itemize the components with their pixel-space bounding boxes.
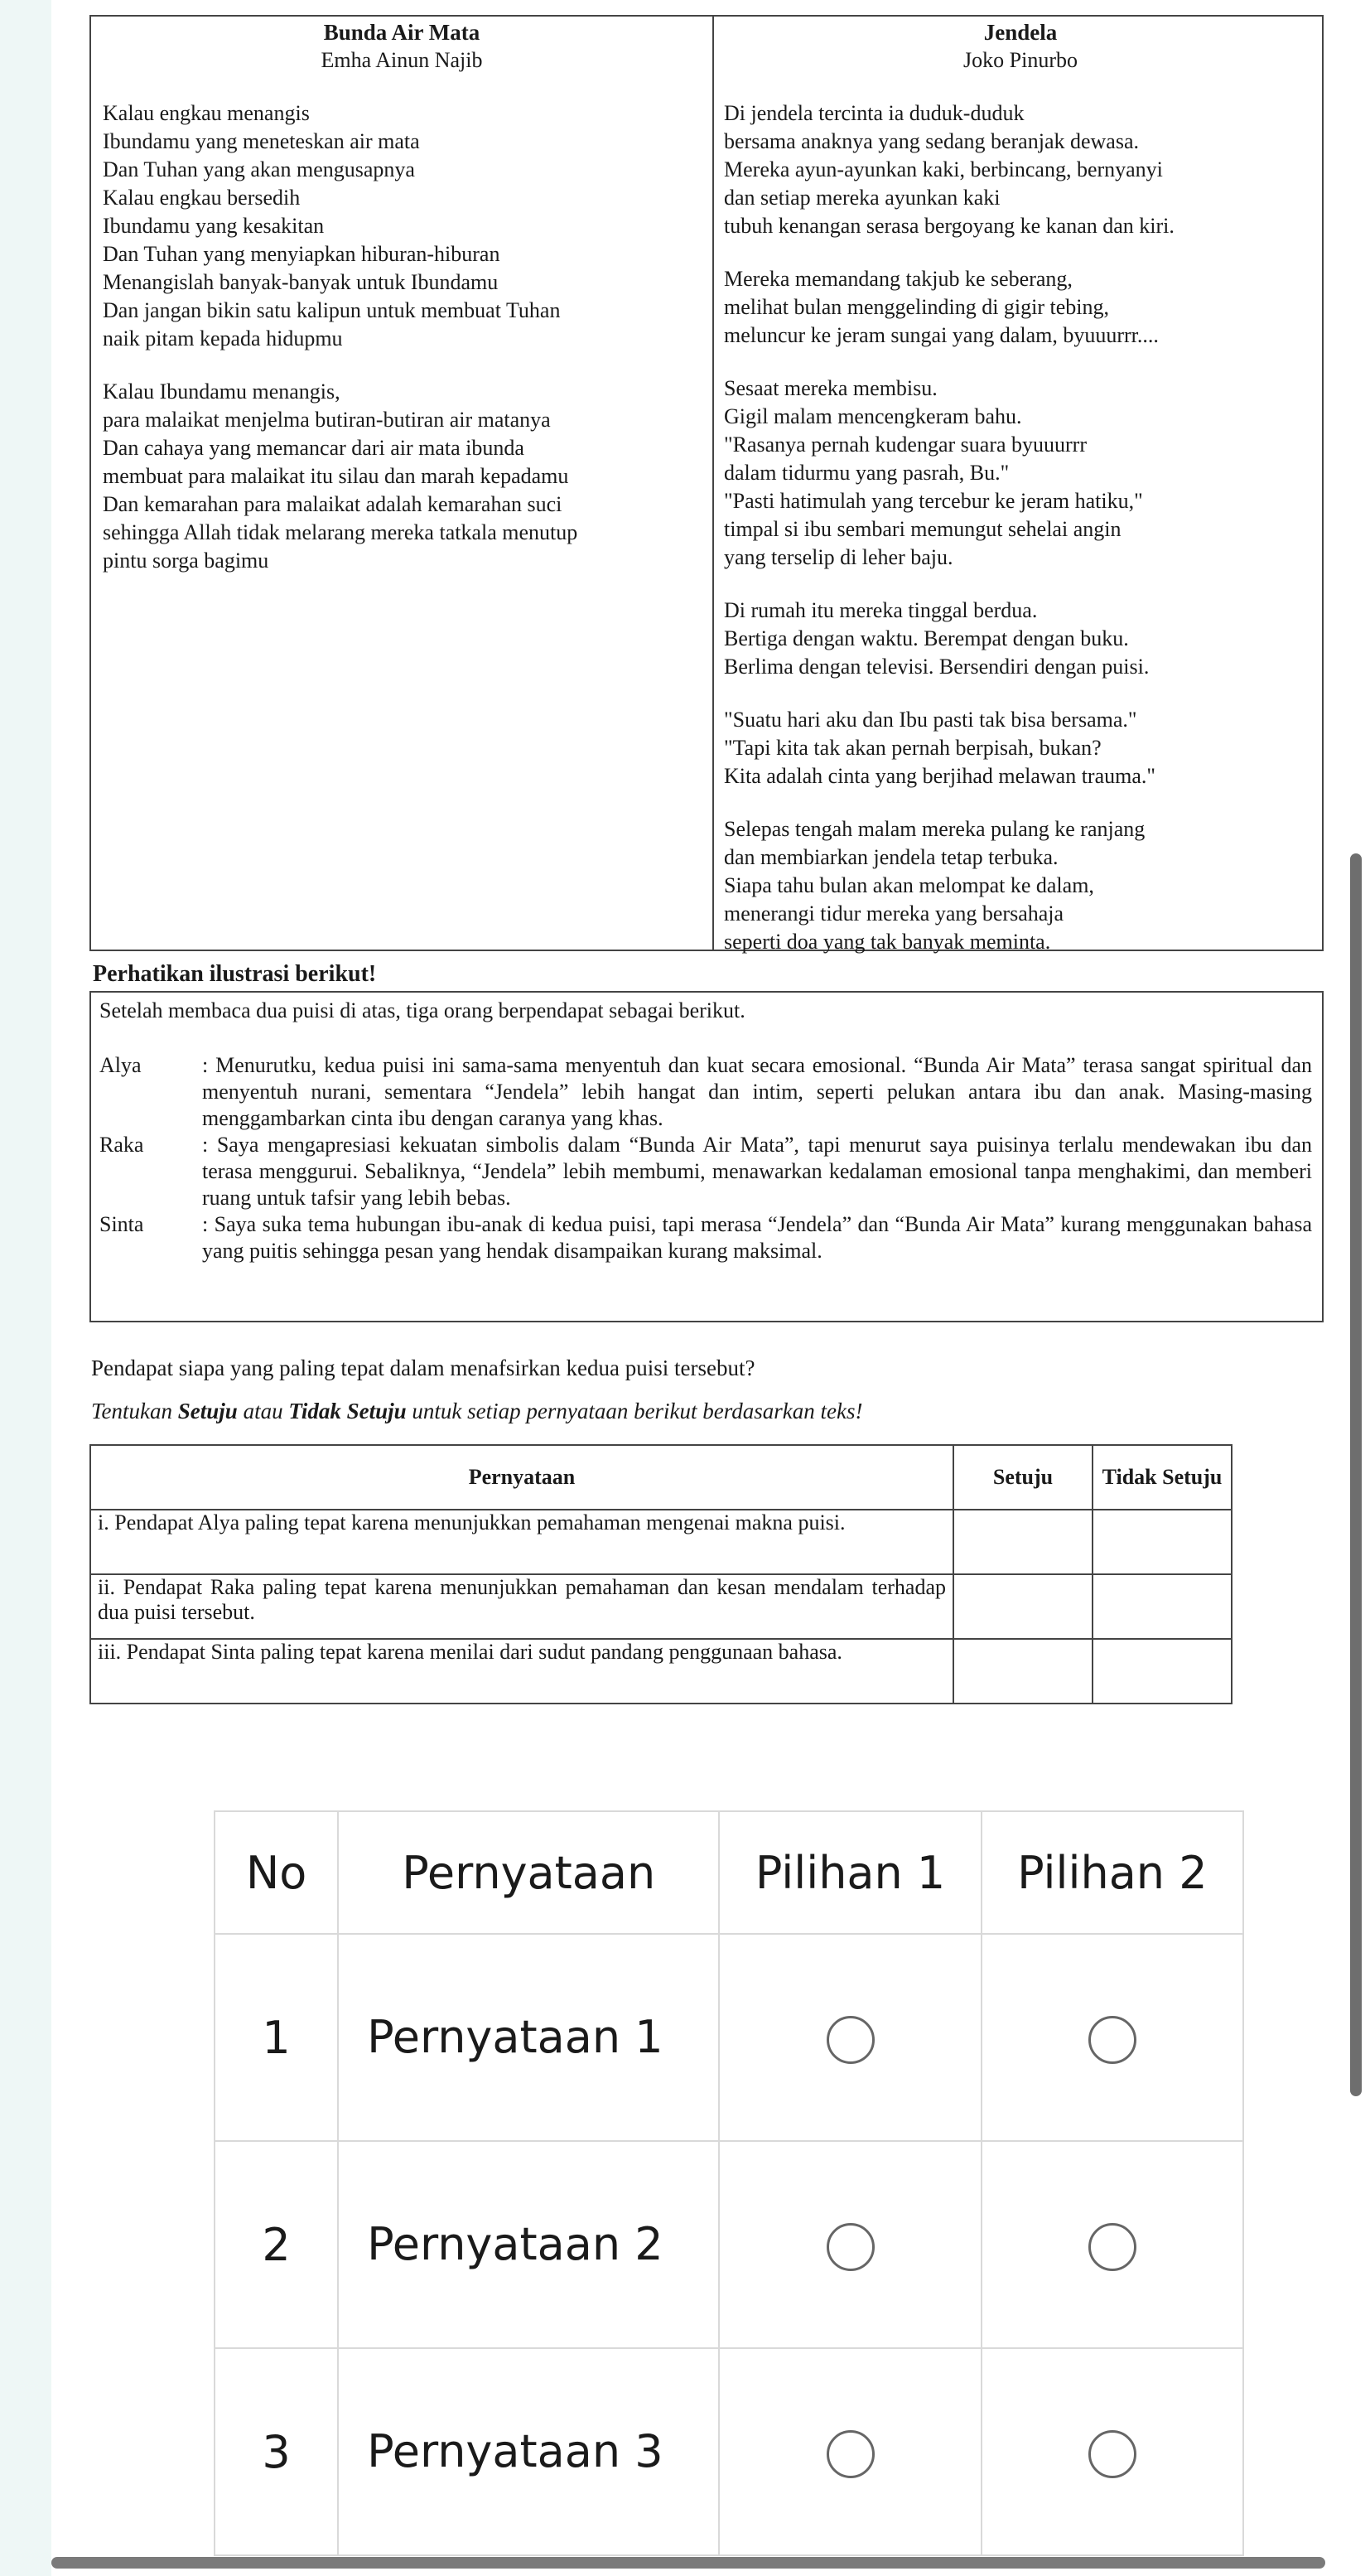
table-row — [90, 1510, 1232, 1574]
option-1-cell — [719, 2141, 981, 2348]
option-1-radio[interactable] — [827, 2016, 875, 2064]
poem-line: "Tapi kita tak akan pernah berpisah, bukan? — [724, 736, 1102, 760]
header-statement: Pernyataan — [90, 1445, 953, 1510]
poem-stanza — [724, 706, 1317, 790]
option-2-radio[interactable] — [1088, 2016, 1136, 2064]
poem-line: menerangi tidur mereka yang bersahaja — [724, 901, 1064, 926]
opinion-text: : Menurutku, kedua puisi ini sama-sama menyentuh dan kuat secara emosional. “Bunda Air Mata” terasa sangat spiritual dan menyentuh nurani, sementara “Jendela” lebih hangat dan intim, seperti pelukan antara ibu dan anak. Masing-masing menggambarkan cinta ibu dengan caranya yang khas. — [202, 1053, 1312, 1130]
statement-number: i. — [98, 1510, 109, 1534]
poem-line: Kalau Ibundamu menangis, — [103, 379, 340, 404]
statement-text: Pendapat Sinta paling tepat karena menilai dari sudut pandang penggunaan bahasa. — [126, 1640, 842, 1664]
poem-stanza — [724, 99, 1317, 240]
instruction-text — [91, 1399, 863, 1424]
poem-line: Dan kemarahan para malaikat adalah kemarahan suci — [103, 492, 562, 516]
poem-line: dalam tidurmu yang pasrah, Bu." — [724, 461, 1010, 485]
option-1-cell — [719, 2348, 981, 2555]
poem-stanza — [724, 597, 1317, 681]
statement-cell — [90, 1510, 953, 1574]
option-2-radio[interactable] — [1088, 2430, 1136, 2478]
poem-author: Joko Pinurbo — [963, 48, 1078, 72]
poem-line: membuat para malaikat itu silau dan marah kepadamu — [103, 464, 569, 488]
poem-divider — [712, 17, 714, 950]
poem-line: Dan Tuhan yang akan mengusapnya — [103, 157, 415, 181]
poem-stanza — [103, 378, 701, 575]
opinion-text: : Saya mengapresiasi kekuatan simbolis dalam “Bunda Air Mata”, tapi menurut saya puisinya terlalu mendewakan ibu dan terasa menggurui. Sebaliknya, “Jendela” lebih membumi, menawarkan kedalaman emosional tanpa menghakimi, dan memberi ruang untuk tafsir yang lebih bebas. — [202, 1133, 1312, 1210]
opinion-name: Raka — [99, 1133, 144, 1157]
disagree-cell[interactable] — [1093, 1639, 1232, 1704]
opinion-name: Alya — [99, 1053, 142, 1077]
option-2-radio[interactable] — [1088, 2223, 1136, 2271]
poem-line: "Suatu hari aku dan Ibu pasti tak bisa bersama." — [724, 708, 1137, 732]
poem-line: Kalau engkau bersedih — [103, 186, 301, 210]
poem-line: "Pasti hatimulah yang tercebur ke jeram hatiku," — [724, 489, 1143, 513]
poem-author: Emha Ainun Najib — [321, 48, 483, 72]
poem-bunda-air-mata — [103, 17, 701, 600]
opinion-intro: Setelah membaca dua puisi di atas, tiga orang berpendapat sebagai berikut. — [99, 998, 745, 1022]
opinion-text: : Saya suka tema hubungan ibu-anak di kedua puisi, tapi merasa “Jendela” dan “Bunda Air Mata” kurang menggunakan bahasa yang puitis sehingga pesan yang hendak disampaikan kurang maksimal. — [202, 1212, 1312, 1263]
poem-line: Selepas tengah malam mereka pulang ke ranjang — [724, 817, 1146, 841]
answer-row — [215, 1934, 1243, 2141]
statement-table — [89, 1444, 1233, 1704]
statement-text: Pendapat Alya paling tepat karena menunjukkan pemahaman mengenai makna puisi. — [114, 1510, 846, 1534]
statement-number: ii. — [98, 1575, 115, 1599]
poem-stanzas — [103, 99, 701, 575]
opinion-name: Sinta — [99, 1212, 144, 1236]
poem-stanza — [103, 99, 701, 353]
poem-line: Mereka ayun-ayunkan kaki, berbincang, bernyanyi — [724, 157, 1163, 181]
poem-line: Bertiga dengan waktu. Berempat dengan buku. — [724, 626, 1129, 650]
answer-table — [214, 1810, 1244, 2556]
instruction-mid: atau — [237, 1399, 289, 1423]
instruction-suffix: untuk setiap pernyataan berikut berdasarkan teks! — [406, 1399, 863, 1423]
poem-stanza — [724, 815, 1317, 956]
poem-stanza — [724, 375, 1317, 572]
poem-stanza — [724, 265, 1317, 350]
option-1-cell — [719, 1934, 981, 2141]
row-statement: Pernyataan 3 — [338, 2348, 719, 2555]
scrollbar[interactable] — [1350, 853, 1362, 2096]
statement-cell — [90, 1639, 953, 1704]
statement-text: Pendapat Raka paling tepat karena menunjukkan pemahaman dan kesan mendalam terhadap dua puisi tersebut. — [98, 1575, 947, 1624]
opinion-box — [89, 991, 1324, 1322]
instruction-disagree: Tidak Setuju — [288, 1399, 407, 1423]
statement-number: iii. — [98, 1640, 122, 1664]
poem-title: Bunda Air Mata — [323, 20, 480, 45]
option-2-cell — [982, 2141, 1243, 2348]
poem-line: Kalau engkau menangis — [103, 101, 310, 125]
poem-line: Menangislah banyak-banyak untuk Ibundamu — [103, 270, 499, 294]
poem-line: Dan Tuhan yang menyiapkan hiburan-hiburan — [103, 242, 500, 266]
illustration-title: Perhatikan ilustrasi berikut! — [93, 961, 377, 987]
poem-line: seperti doa yang tak banyak meminta. — [724, 930, 1051, 954]
poem-line: para malaikat menjelma butiran-butiran air matanya — [103, 408, 551, 432]
poem-line: Sesaat mereka membisu. — [724, 376, 938, 400]
agree-cell[interactable] — [953, 1639, 1093, 1704]
table-row — [90, 1574, 1232, 1639]
option-1-radio[interactable] — [827, 2430, 875, 2478]
header-statement: Pernyataan — [338, 1811, 719, 1934]
row-statement: Pernyataan 1 — [338, 1934, 719, 2141]
header-disagree: Tidak Setuju — [1093, 1445, 1232, 1510]
poem-line: tubuh kenangan serasa bergoyang ke kanan dan kiri. — [724, 214, 1175, 238]
option-2-cell — [982, 2348, 1243, 2555]
poem-line: Di jendela tercinta ia duduk-duduk — [724, 101, 1025, 125]
agree-cell[interactable] — [953, 1510, 1093, 1574]
question-text: Pendapat siapa yang paling tepat dalam menafsirkan kedua puisi tersebut? — [91, 1356, 755, 1380]
poem-line: melihat bulan menggelinding di gigir tebing, — [724, 295, 1110, 319]
poem-line: Ibundamu yang meneteskan air mata — [103, 129, 420, 153]
poem-table — [89, 15, 1324, 954]
poem-line: Ibundamu yang kesakitan — [103, 214, 325, 238]
header-option-2: Pilihan 2 — [982, 1811, 1243, 1934]
poem-line: dan membiarkan jendela tetap terbuka. — [724, 845, 1059, 869]
poem-line: pintu sorga bagimu — [103, 549, 269, 573]
poem-stanzas — [724, 99, 1317, 956]
statement-header-row — [90, 1445, 1232, 1510]
poem-title: Jendela — [983, 20, 1058, 45]
answer-header-row — [215, 1811, 1243, 1934]
poem-line: bersama anaknya yang sedang beranjak dewasa. — [724, 129, 1139, 153]
answer-row — [215, 2141, 1243, 2348]
disagree-cell[interactable] — [1093, 1510, 1232, 1574]
table-row — [90, 1639, 1232, 1704]
poem-line: Dan cahaya yang memancar dari air mata ibunda — [103, 436, 524, 460]
poem-line: dan setiap mereka ayunkan kaki — [724, 186, 1001, 210]
poem-line: timpal si ibu sembari memungut sehelai angin — [724, 517, 1122, 541]
row-number: 1 — [215, 1934, 338, 2141]
poem-line: sehingga Allah tidak melarang mereka tatkala menutup — [103, 520, 578, 544]
poem-line: Berlima dengan televisi. Bersendiri dengan puisi. — [724, 655, 1150, 679]
option-2-cell — [982, 1934, 1243, 2141]
poem-line: Mereka memandang takjub ke seberang, — [724, 267, 1073, 291]
agree-cell[interactable] — [953, 1574, 1093, 1639]
poem-line: Siapa tahu bulan akan melompat ke dalam, — [724, 873, 1094, 897]
poem-line: naik pitam kepada hidupmu — [103, 326, 343, 350]
poem-line: "Rasanya pernah kudengar suara byuuurrr — [724, 433, 1088, 457]
header-agree: Setuju — [953, 1445, 1093, 1510]
poem-line: Kita adalah cinta yang berjihad melawan trauma." — [724, 764, 1156, 788]
poem-line: Gigil malam mencengkeram bahu. — [724, 404, 1022, 428]
poem-line: Di rumah itu mereka tinggal berdua. — [724, 598, 1038, 622]
poem-jendela — [724, 17, 1317, 981]
instruction-agree: Setuju — [177, 1399, 238, 1423]
header-option-1: Pilihan 1 — [719, 1811, 981, 1934]
statement-cell — [90, 1574, 953, 1639]
row-statement: Pernyataan 2 — [338, 2141, 719, 2348]
horizontal-scrollbar[interactable] — [51, 2557, 1325, 2569]
answer-row — [215, 2348, 1243, 2555]
poem-line: meluncur ke jeram sungai yang dalam, byuuurrr.... — [724, 323, 1159, 347]
poem-line: Dan jangan bikin satu kalipun untuk membuat Tuhan — [103, 298, 561, 322]
header-no: No — [215, 1811, 338, 1934]
disagree-cell[interactable] — [1093, 1574, 1232, 1639]
instruction-prefix: Tentukan — [91, 1399, 178, 1423]
row-number: 2 — [215, 2141, 338, 2348]
row-number: 3 — [215, 2348, 338, 2555]
option-1-radio[interactable] — [827, 2223, 875, 2271]
poem-line: yang terselip di leher baju. — [724, 545, 953, 569]
